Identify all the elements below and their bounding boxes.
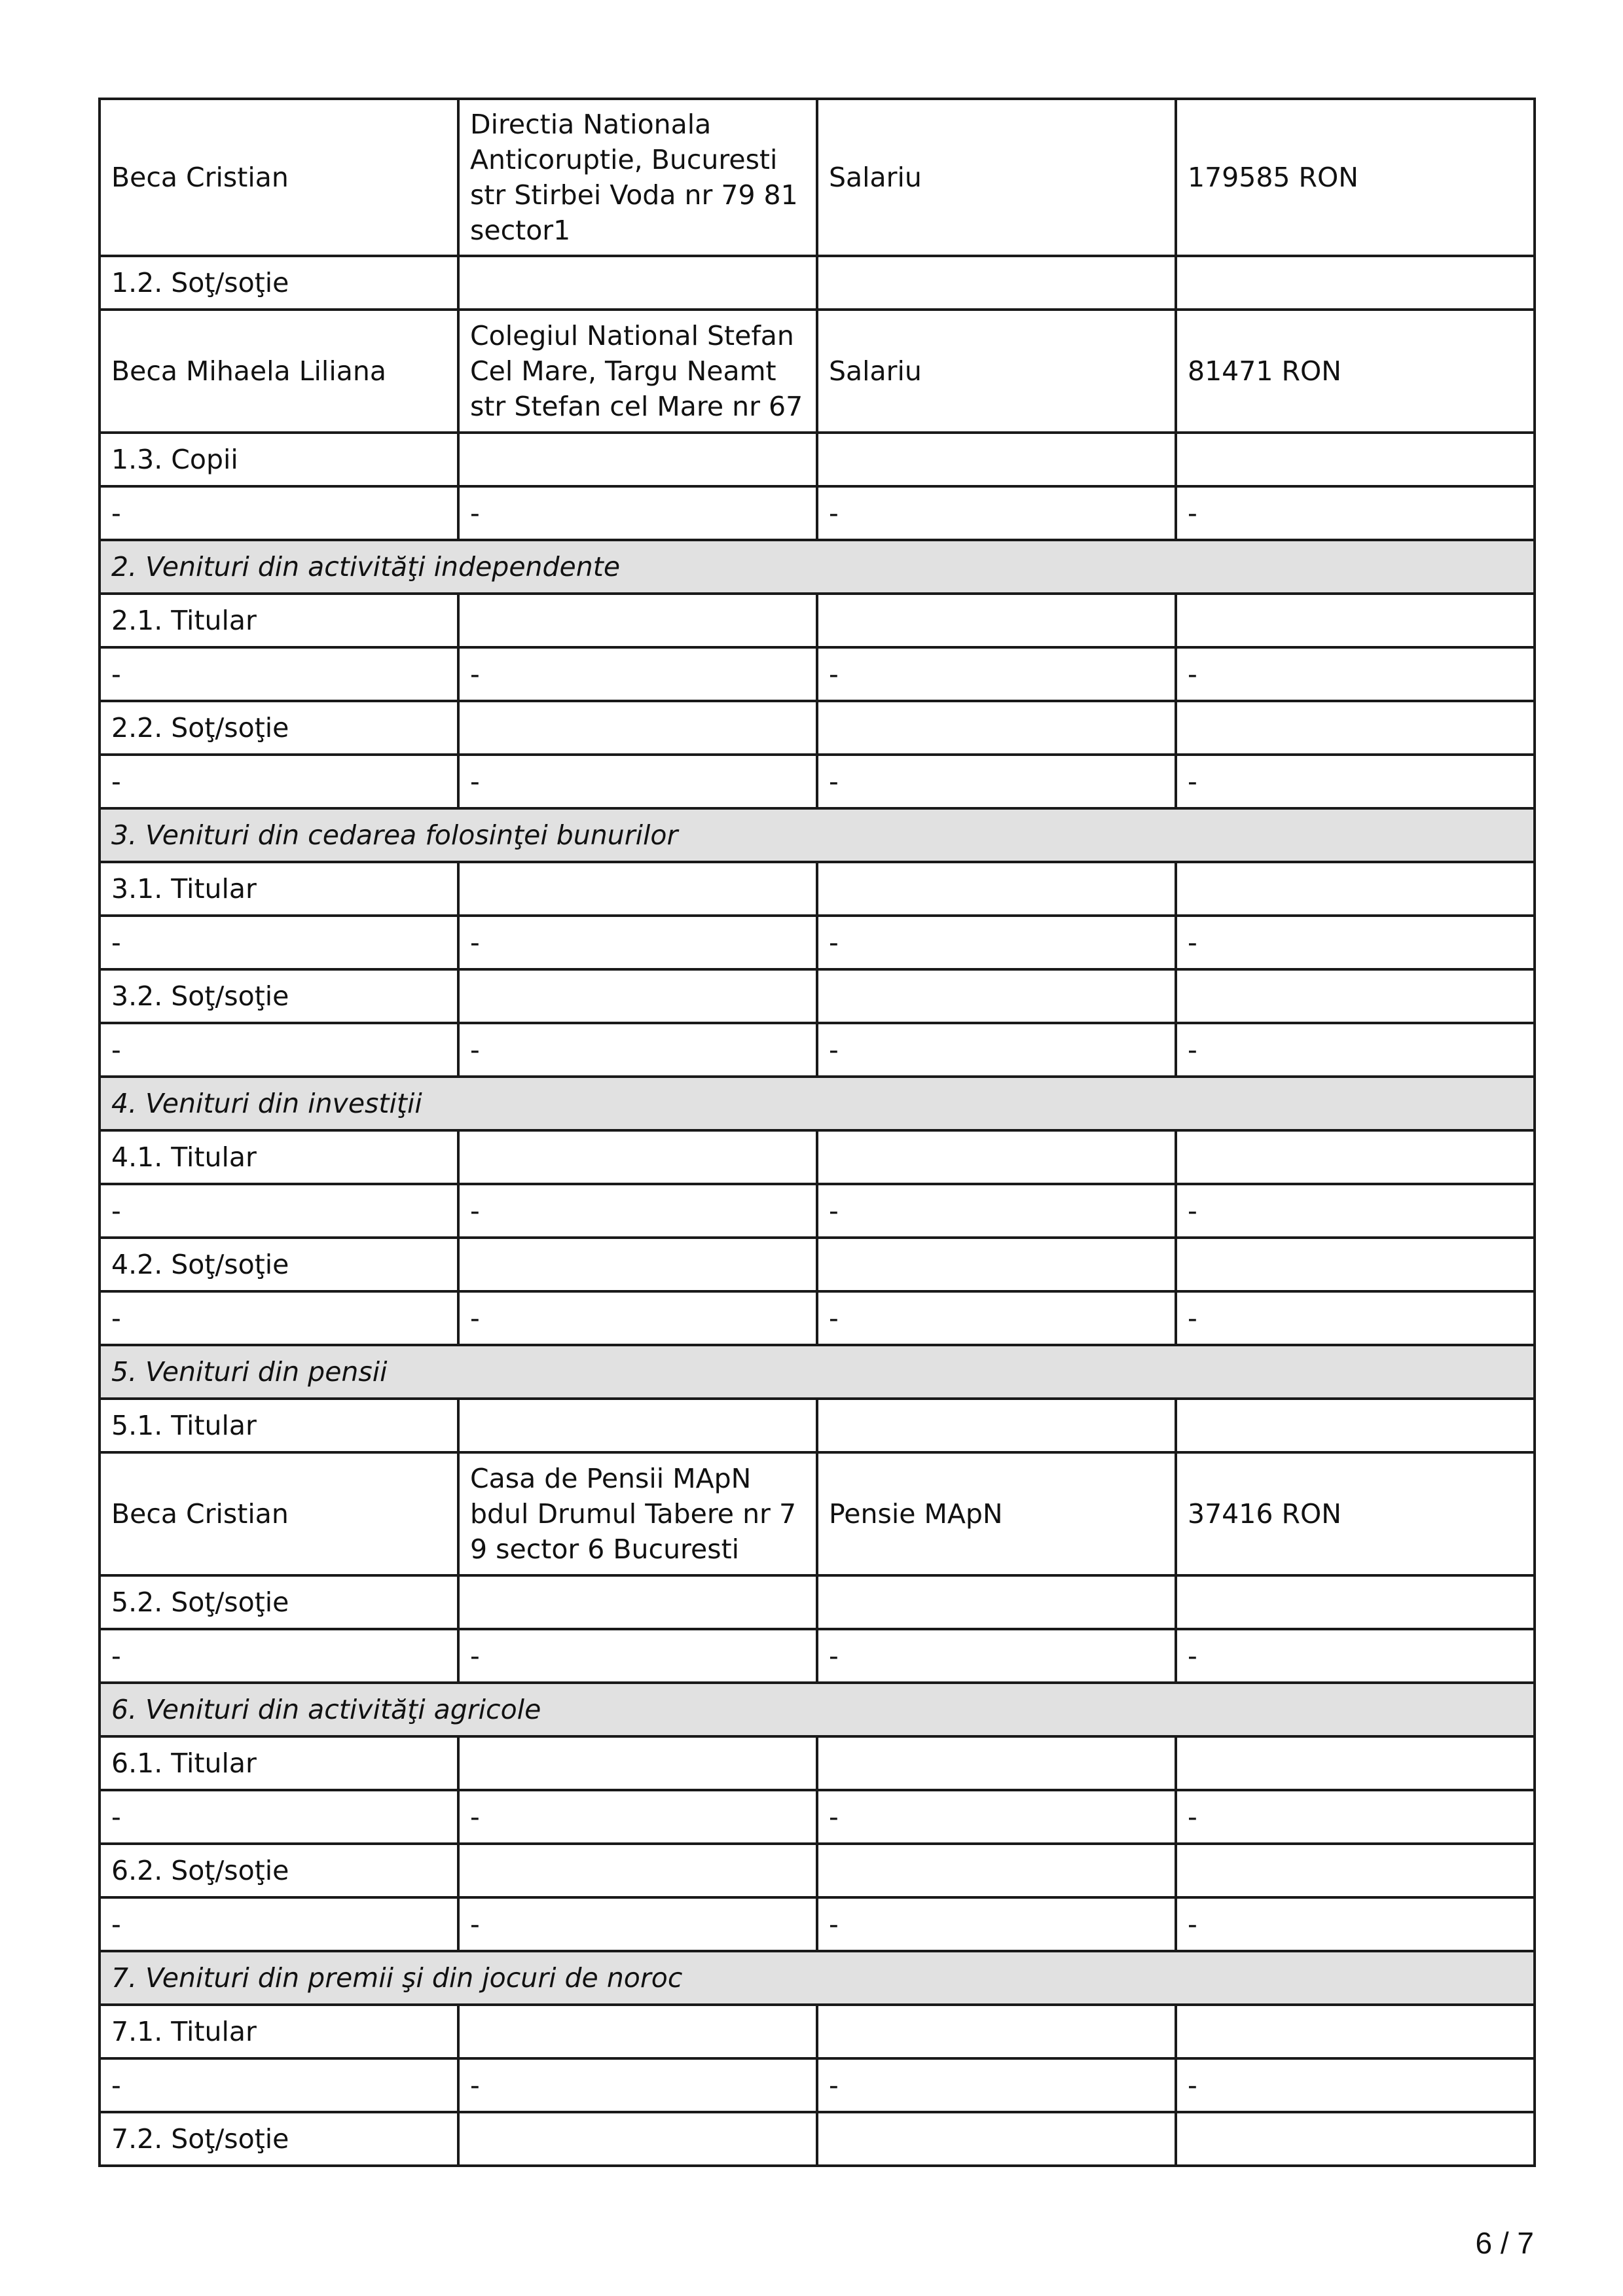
cell-service (817, 2005, 1176, 2058)
cell-service: - (817, 1897, 1176, 1951)
cell-service: - (817, 755, 1176, 808)
cell-service: Pensie MApN (817, 1452, 1176, 1575)
cell-source: Directia Nationala Anticoruptie, Bucuresti str Stirbei Voda nr 79 81 sector1 (458, 99, 817, 256)
cell-source (458, 256, 817, 310)
cell-source: - (458, 1291, 817, 1345)
section-title: 3. Venituri din cedarea folosinţei bunurilor (100, 808, 1535, 862)
cell-income (1176, 2005, 1535, 2058)
cell-name: - (100, 1184, 458, 1238)
cell-service: - (817, 2058, 1176, 2112)
cell-name: Beca Cristian (100, 99, 458, 256)
cell-service (817, 1399, 1176, 1452)
cell-name: 7.1. Titular (100, 2005, 458, 2058)
page-number: 6 / 7 (1475, 2226, 1534, 2260)
cell-income: 37416 RON (1176, 1452, 1535, 1575)
cell-service (817, 969, 1176, 1023)
cell-income: - (1176, 1023, 1535, 1077)
table-body (100, 99, 1535, 2166)
cell-service: - (817, 916, 1176, 969)
section-header-row (100, 1951, 1535, 2005)
income-declaration-table (98, 98, 1536, 2167)
cell-service (817, 594, 1176, 647)
cell-name: 5.1. Titular (100, 1399, 458, 1452)
section-header-row (100, 808, 1535, 862)
cell-source (458, 594, 817, 647)
empty-entry-row (100, 1291, 1535, 1345)
cell-service: - (817, 647, 1176, 701)
cell-service: - (817, 1023, 1176, 1077)
cell-service (817, 701, 1176, 755)
cell-name: 3.1. Titular (100, 862, 458, 916)
cell-service (817, 2112, 1176, 2166)
cell-service (817, 256, 1176, 310)
cell-source: Casa de Pensii MApN bdul Drumul Tabere nr 7 9 sector 6 Bucuresti (458, 1452, 817, 1575)
cell-source (458, 1238, 817, 1291)
cell-source (458, 1399, 817, 1452)
cell-income (1176, 1844, 1535, 1897)
cell-income (1176, 969, 1535, 1023)
cell-name: 1.3. Copii (100, 433, 458, 486)
cell-name: 1.2. Soţ/soţie (100, 256, 458, 310)
cell-source: - (458, 1023, 817, 1077)
subsection-label-row (100, 433, 1535, 486)
section-header-row (100, 1077, 1535, 1130)
cell-name: - (100, 647, 458, 701)
section-title: 6. Venituri din activităţi agricole (100, 1683, 1535, 1736)
cell-source (458, 1736, 817, 1790)
cell-income (1176, 1130, 1535, 1184)
cell-income: 81471 RON (1176, 310, 1535, 433)
subsection-label-row (100, 1844, 1535, 1897)
cell-income: - (1176, 755, 1535, 808)
cell-income: - (1176, 1184, 1535, 1238)
cell-name: 7.2. Soţ/soţie (100, 2112, 458, 2166)
cell-source: - (458, 2058, 817, 2112)
subsection-label-row (100, 1736, 1535, 1790)
cell-income: - (1176, 647, 1535, 701)
cell-service: - (817, 1790, 1176, 1844)
subsection-label-row (100, 594, 1535, 647)
cell-source: Colegiul National Stefan Cel Mare, Targu Neamt str Stefan cel Mare nr 67 (458, 310, 817, 433)
cell-source (458, 2005, 817, 2058)
cell-source: - (458, 1790, 817, 1844)
cell-service (817, 1575, 1176, 1629)
cell-source (458, 433, 817, 486)
cell-name: - (100, 1629, 458, 1683)
cell-income: - (1176, 1629, 1535, 1683)
cell-service (817, 1238, 1176, 1291)
section-title: 2. Venituri din activităţi independente (100, 540, 1535, 594)
cell-income (1176, 256, 1535, 310)
cell-name: Beca Cristian (100, 1452, 458, 1575)
cell-income (1176, 2112, 1535, 2166)
subsection-label-row (100, 2005, 1535, 2058)
cell-income (1176, 433, 1535, 486)
cell-name: - (100, 1023, 458, 1077)
empty-entry-row (100, 1790, 1535, 1844)
cell-source (458, 1844, 817, 1897)
cell-name: 6.1. Titular (100, 1736, 458, 1790)
empty-entry-row (100, 755, 1535, 808)
empty-entry-row (100, 486, 1535, 540)
cell-income (1176, 862, 1535, 916)
cell-income: - (1176, 2058, 1535, 2112)
cell-income: 179585 RON (1176, 99, 1535, 256)
cell-source: - (458, 916, 817, 969)
empty-entry-row (100, 1629, 1535, 1683)
section-title: 5. Venituri din pensii (100, 1345, 1535, 1399)
section-header-row (100, 540, 1535, 594)
table-row (100, 310, 1535, 433)
cell-name: 2.2. Soţ/soţie (100, 701, 458, 755)
cell-name: 4.2. Soţ/soţie (100, 1238, 458, 1291)
cell-name: - (100, 916, 458, 969)
subsection-label-row (100, 2112, 1535, 2166)
cell-income: - (1176, 1790, 1535, 1844)
section-header-row (100, 1683, 1535, 1736)
cell-name: - (100, 1897, 458, 1951)
cell-name: 5.2. Soţ/soţie (100, 1575, 458, 1629)
cell-income (1176, 1238, 1535, 1291)
cell-service (817, 1736, 1176, 1790)
subsection-label-row (100, 701, 1535, 755)
subsection-label-row (100, 1575, 1535, 1629)
cell-name: - (100, 2058, 458, 2112)
section-title: 4. Venituri din investiţii (100, 1077, 1535, 1130)
empty-entry-row (100, 916, 1535, 969)
cell-source (458, 701, 817, 755)
cell-service (817, 1130, 1176, 1184)
subsection-label-row (100, 1130, 1535, 1184)
cell-name: 3.2. Soţ/soţie (100, 969, 458, 1023)
cell-income (1176, 1399, 1535, 1452)
subsection-label-row (100, 1399, 1535, 1452)
cell-service: - (817, 1184, 1176, 1238)
cell-service: - (817, 486, 1176, 540)
cell-name: - (100, 486, 458, 540)
cell-source (458, 1130, 817, 1184)
cell-income: - (1176, 1897, 1535, 1951)
cell-name: 2.1. Titular (100, 594, 458, 647)
cell-source: - (458, 1897, 817, 1951)
subsection-label-row (100, 256, 1535, 310)
cell-income: - (1176, 486, 1535, 540)
empty-entry-row (100, 1897, 1535, 1951)
empty-entry-row (100, 647, 1535, 701)
cell-income (1176, 1575, 1535, 1629)
cell-income: - (1176, 916, 1535, 969)
cell-service: - (817, 1629, 1176, 1683)
empty-entry-row (100, 1023, 1535, 1077)
cell-source: - (458, 486, 817, 540)
cell-source (458, 2112, 817, 2166)
empty-entry-row (100, 1184, 1535, 1238)
cell-service (817, 433, 1176, 486)
cell-service: Salariu (817, 310, 1176, 433)
subsection-label-row (100, 969, 1535, 1023)
empty-entry-row (100, 2058, 1535, 2112)
section-header-row (100, 1345, 1535, 1399)
cell-income (1176, 701, 1535, 755)
cell-service: Salariu (817, 99, 1176, 256)
cell-source: - (458, 1629, 817, 1683)
cell-source: - (458, 1184, 817, 1238)
cell-name: 4.1. Titular (100, 1130, 458, 1184)
cell-source (458, 1575, 817, 1629)
cell-name: - (100, 1790, 458, 1844)
table-row (100, 1452, 1535, 1575)
cell-service: - (817, 1291, 1176, 1345)
cell-name: 6.2. Soţ/soţie (100, 1844, 458, 1897)
subsection-label-row (100, 862, 1535, 916)
cell-source (458, 862, 817, 916)
cell-source: - (458, 647, 817, 701)
cell-name: - (100, 755, 458, 808)
section-title: 7. Venituri din premii şi din jocuri de noroc (100, 1951, 1535, 2005)
cell-source: - (458, 755, 817, 808)
cell-income (1176, 1736, 1535, 1790)
table-row (100, 99, 1535, 256)
cell-source (458, 969, 817, 1023)
cell-income (1176, 594, 1535, 647)
subsection-label-row (100, 1238, 1535, 1291)
cell-name: Beca Mihaela Liliana (100, 310, 458, 433)
cell-service (817, 862, 1176, 916)
cell-service (817, 1844, 1176, 1897)
cell-name: - (100, 1291, 458, 1345)
cell-income: - (1176, 1291, 1535, 1345)
